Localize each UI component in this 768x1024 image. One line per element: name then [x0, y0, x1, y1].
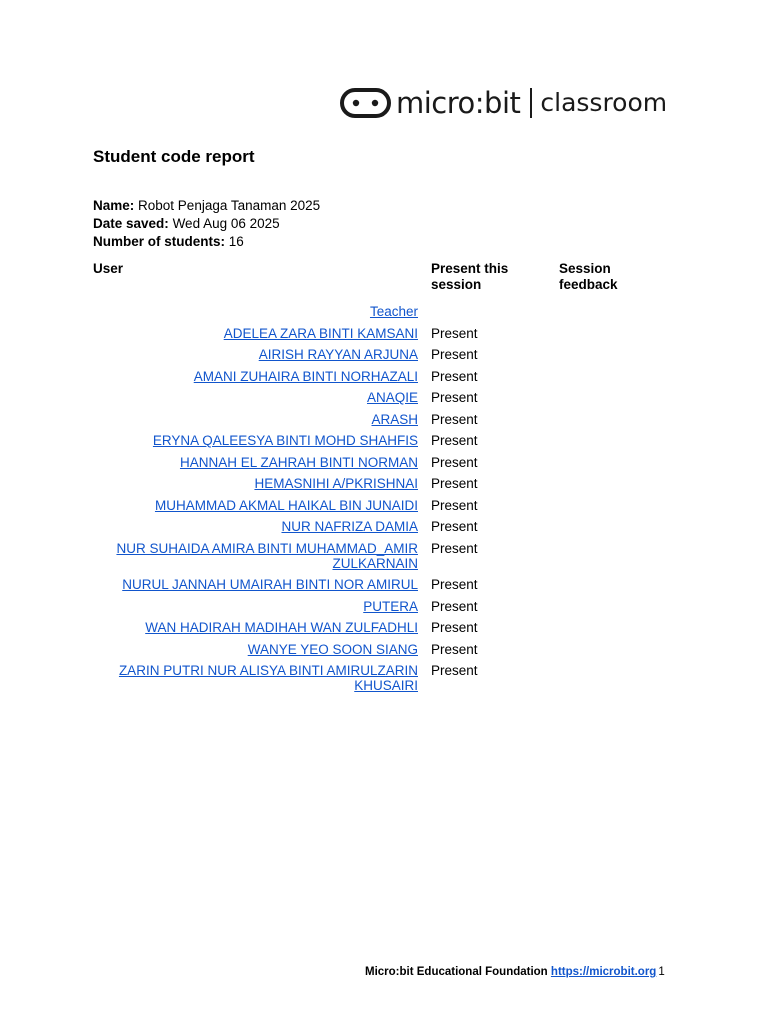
table-row [93, 660, 673, 697]
present-status: Present [431, 577, 478, 592]
footer-org: Micro:bit Educational Foundation [365, 966, 548, 978]
student-name-link[interactable]: ADELEA ZARA BINTI KAMSANI [223, 325, 418, 341]
student-name-link[interactable]: ERYNA QALEESYA BINTI MOHD SHAHFIS [152, 433, 418, 448]
present-status: Present [431, 641, 478, 657]
logo-product-text: classroom [540, 88, 668, 117]
present-status: Present [431, 620, 478, 635]
present-status: Present [431, 433, 478, 448]
header-user: User [93, 261, 124, 276]
table-row [93, 516, 673, 538]
present-status: Present [431, 598, 478, 614]
student-name-link[interactable]: ARASH [371, 411, 418, 427]
meta-name-value: Robot Penjaga Tanaman 2025 [138, 198, 321, 213]
present-status: Present [431, 663, 478, 678]
present-status: Present [431, 540, 478, 556]
header-feedback: Session feedback [559, 261, 618, 292]
table-header [93, 261, 673, 293]
logo-brand-text: micro:bit [396, 86, 521, 120]
meta-date-line [93, 215, 320, 233]
present-status: Present [431, 325, 478, 341]
meta-count-label: Number of students: [93, 234, 226, 249]
student-name-link[interactable]: ZARIN PUTRI NUR ALISYA BINTI AMIRULZARIN KHUSAIRI [118, 663, 418, 693]
table-row [93, 430, 673, 452]
footer-link[interactable]: https://microbit.org [550, 966, 657, 978]
meta-name-label: Name: [93, 198, 135, 213]
student-name-link[interactable]: HANNAH EL ZAHRAH BINTI NORMAN [179, 454, 418, 470]
microbit-classroom-logo [340, 86, 667, 120]
table-row [93, 387, 673, 409]
meta-count-value: 16 [228, 234, 244, 249]
page-number: 1 [658, 966, 665, 978]
present-status: Present [431, 476, 478, 491]
student-name-link[interactable]: AMANI ZUHAIRA BINTI NORHAZALI [193, 368, 418, 384]
student-name-link[interactable]: NURUL JANNAH UMAIRAH BINTI NOR AMIRUL [122, 577, 418, 592]
table-row [93, 366, 673, 388]
student-name-link[interactable]: PUTERA [363, 598, 418, 614]
meta-date-value: Wed Aug 06 2025 [172, 216, 280, 231]
student-name-link[interactable]: ANAQIE [366, 390, 418, 405]
logo-divider [530, 88, 532, 118]
table-row [93, 473, 673, 495]
page-footer [365, 966, 665, 978]
student-name-link[interactable]: NUR NAFRIZA DAMIA [281, 519, 418, 534]
header-present: Present this session [431, 261, 509, 292]
meta-count-line [93, 233, 320, 251]
table-row [93, 617, 673, 639]
table-row [93, 639, 673, 661]
student-name-link[interactable]: MUHAMMAD AKMAL HAIKAL BIN JUNAIDI [154, 497, 418, 513]
student-name-link[interactable]: Teacher [369, 304, 418, 319]
present-status: Present [431, 519, 478, 534]
student-name-link[interactable]: WANYE YEO SOON SIANG [247, 641, 418, 657]
student-name-link[interactable]: HEMASNIHI A/PKRISHNAI [254, 476, 418, 491]
table-row [93, 538, 673, 575]
table-row [93, 344, 673, 366]
table-row [93, 495, 673, 517]
table-body [93, 301, 673, 697]
student-name-link[interactable]: WAN HADIRAH MADIHAH WAN ZULFADHLI [145, 620, 418, 635]
present-status: Present [431, 390, 478, 405]
report-meta [93, 197, 320, 251]
meta-date-label: Date saved: [93, 216, 169, 231]
present-status [431, 304, 545, 319]
table-row [93, 574, 673, 596]
student-table [93, 261, 673, 697]
table-row [93, 596, 673, 618]
table-row [93, 301, 673, 323]
table-row [93, 409, 673, 431]
table-row [93, 452, 673, 474]
table-row [93, 323, 673, 345]
student-name-link[interactable]: NUR SUHAIDA AMIRA BINTI MUHAMMAD_AMIR ZULKARNAIN [116, 540, 418, 571]
student-name-link[interactable]: AIRISH RAYYAN ARJUNA [258, 347, 418, 362]
present-status: Present [431, 497, 478, 513]
report-title: Student code report [93, 147, 255, 166]
meta-name-line [93, 197, 320, 215]
present-status: Present [431, 454, 478, 470]
present-status: Present [431, 347, 478, 362]
microbit-logo-icon [340, 88, 391, 118]
present-status: Present [431, 368, 478, 384]
present-status: Present [431, 411, 478, 427]
